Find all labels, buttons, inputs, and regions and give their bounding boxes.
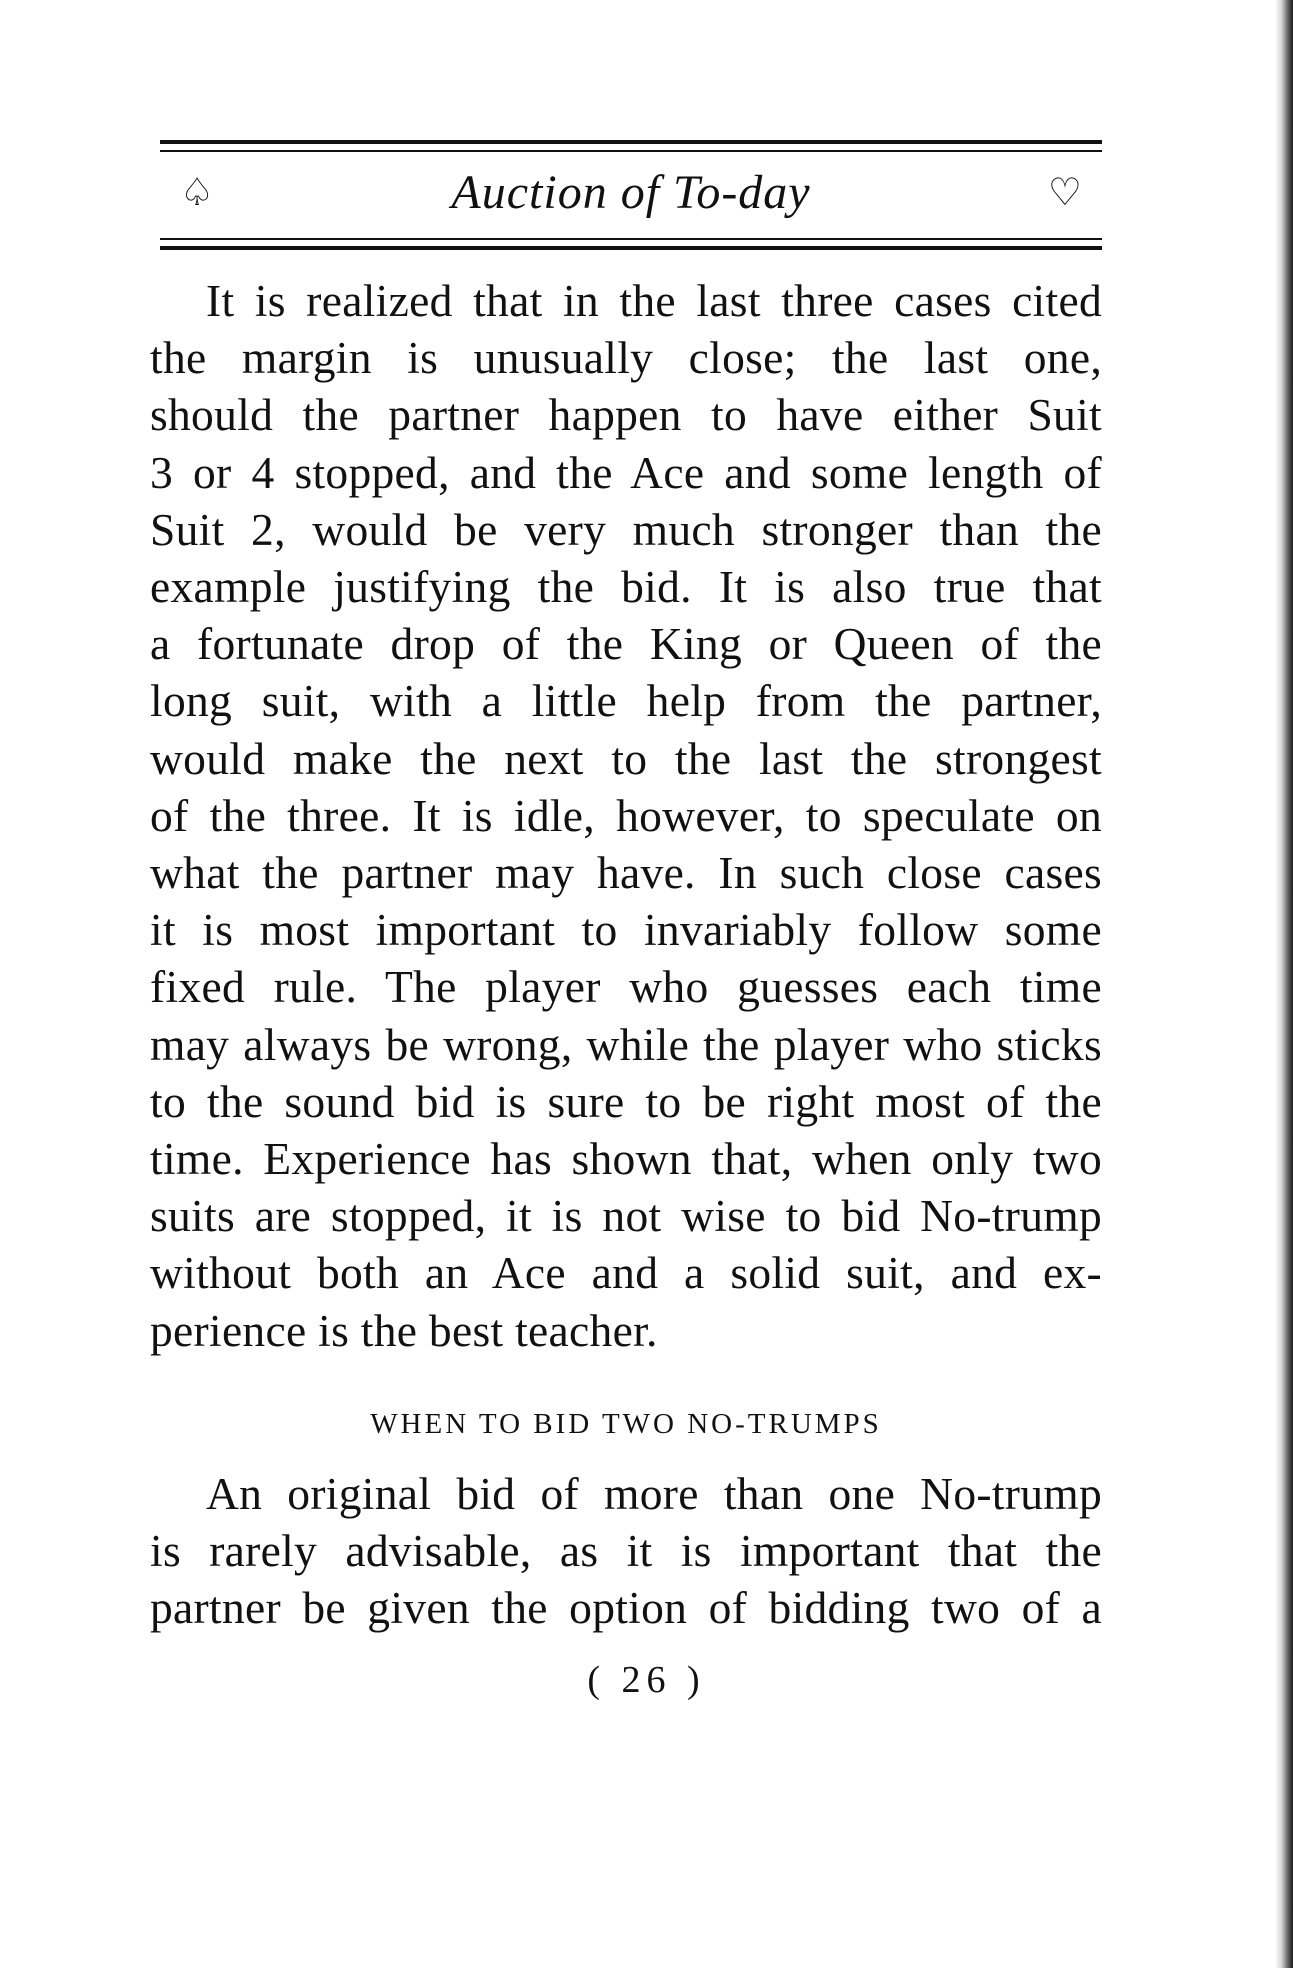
header-bottom-rule-thick [160,246,1102,250]
text-line: long suit, with a little help from the partner, [150,675,1102,727]
header-top-rule-thick [160,140,1102,144]
text-line: fixed rule. The player who guesses each time [150,961,1102,1013]
text-line: would make the next to the last the strongest [150,732,1102,784]
text-line: time. Experience has shown that, when only two [150,1133,1102,1185]
running-header [160,150,1102,234]
text-line: may always be wrong, while the player who sticks [150,1018,1102,1070]
paragraph-1 [150,272,1102,1359]
text-line: An original bid of more than one No-trump [206,1468,1102,1519]
text-line: Suit 2, would be very much stronger than the [150,503,1102,555]
text-line: it is most important to invariably follow some [150,904,1102,956]
text-line: of the three. It is idle, however, to speculate on [150,789,1102,841]
text-line: a fortunate drop of the King or Queen of the [150,618,1102,670]
text-line: is rarely advisable, as it is important that the [150,1525,1102,1577]
text-line: suits are stopped, it is not wise to bid No-trump [150,1190,1102,1242]
text-line: to the sound bid is sure to be right most of the [150,1075,1102,1127]
text-line: the margin is unusually close; the last one, [150,332,1102,384]
text-line: 3 or 4 stopped, and the Ace and some length of [150,446,1102,498]
text-line: perience is the best teacher. [150,1304,658,1356]
text-line: example justifying the bid. It is also true that [150,561,1102,613]
text-line: without both an Ace and a solid suit, and ex- [150,1247,1102,1299]
text-line: partner be given the option of bidding two of a [150,1582,1102,1634]
text-line: what the partner may have. In such close cases [150,847,1102,899]
header-bottom-rule-thin [160,238,1102,240]
page-edge-shadow [1275,0,1293,1968]
text-line: should the partner happen to have either Suit [150,389,1102,441]
heart-icon: ♡ [1047,170,1082,214]
running-title: Auction of To-day [451,165,811,219]
page-number: ( 26 ) [587,1659,706,1701]
text-line: It is realized that in the last three cases cited [206,275,1102,326]
spade-icon: ♤ [180,170,215,214]
section-heading: WHEN TO BID TWO NO-TRUMPS [370,1408,882,1440]
paragraph-2 [150,1465,1102,1637]
